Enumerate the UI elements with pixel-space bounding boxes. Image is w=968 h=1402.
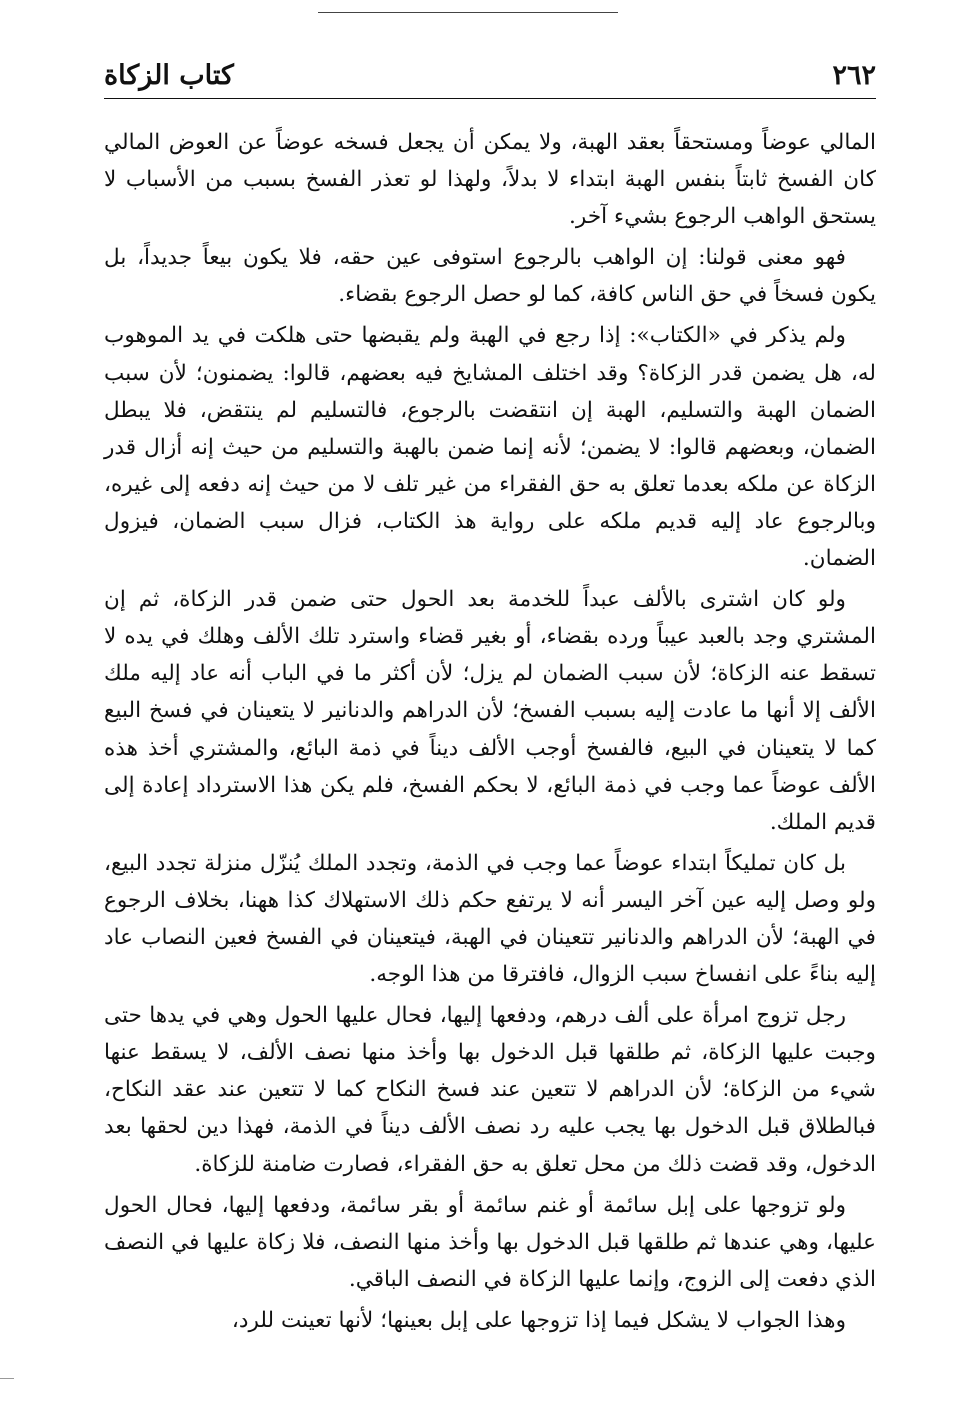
paragraph: ولم يذكر في «الكتاب»: إذا رجع في الهبة ولم يقبضها حتى هلكت في يد الموهوب له، هل يضمن قدر الزكاة؟ وقد اختلف المشايخ فيه بعضهم، قالوا: يضمنون؛ لأن سبب الضمان الهبة والتسليم، الهبة إن انتقضت بالرجوع، فالتسليم لم ينتقض، فلا يبطل الضمان، وبعضهم قالوا: لا يضمن؛ لأنه إنما ضمن بالهبة والتسليم من حيث إنه أزال قدر الزكاة عن ملكه بعدما تعلق به حق الفقراء من غير تلف لا من حيث إنه دفعه إلى غيره، وبالرجوع عاد إليه قديم ملكه على رواية هذ الكتاب، فزال سبب الضمان، فيزول الضمان.: [104, 323, 877, 572]
paragraph: المالي عوضاً ومستحقاً بعقد الهبة، ولا يمكن أن يجعل فسخه عوضاً عن العوض المالي كان الفسخ ثابتاً بنفس الهبة ابتداء لا بدلاً، ولهذا لو تعذر الفسخ بسبب من الأسباب لا يستحق الواهب الرجوع بشيء آخر.: [104, 130, 876, 230]
margin-mark: [0, 1378, 14, 1379]
paragraph: رجل تزوج امرأة على ألف درهم، ودفعها إليها، فحال عليها الحول وهي في يدها حتى وجبت عليها الزكاة، ثم طلقها قبل الدخول بها وأخذ منها نصف الألف، لا يسقط عنها شيء من الزكاة؛ لأن الدراهم لا تتعين عند فسخ النكاح كما لا تتعين عند عقد النكاح، فبالطلاق قبل الدخول بها يجب عليه رد نصف الألف ديناً في الذمة، فهذا دين لحقها بعد الدخول، وقد قضت ذلك من محل تعلق به حق الفقراء، فصارت ضامنة للزكاة.: [104, 1003, 876, 1177]
page-number: ٢٦٢: [832, 60, 876, 91]
page-header: [104, 58, 876, 99]
paragraph: فهو معنى قولنا: إن الواهب بالرجوع استوفى عين حقه، فلا يكون بيعاً جديداً، بل يكون فسخاً في حق الناس كافة، كما لو حصل الرجوع بقضاء.: [104, 245, 876, 308]
paragraph: ولو تزوجها على إبل سائمة أو غنم سائمة أو بقر سائمة، ودفعها إليها، فحال الحول عليها، وهي عندها ثم طلقها قبل الدخول بها وأخذ منها النصف، فلا زكاة عليها في النصف الذي دفعت إلى الزوج، وإنما عليها الزكاة في النصف الباقي.: [104, 1192, 876, 1292]
paragraph: وهذا الجواب لا يشكل فيما إذا تزوجها على إبل بعينها؛ لأنها تعينت للرد،: [231, 1307, 846, 1333]
paragraph: ولو كان اشترى بالألف عبداً للخدمة بعد الحول حتى ضمن قدر الزكاة، ثم إن المشتري وجد بالعبد عيباً ورده بقضاء، أو بغير قضاء واسترد تلك الألف وهلك في يده لا تسقط عنه الزكاة؛ لأن سبب الضمان لم يزل؛ لأن أكثر ما في الباب أنه عاد إليه ملك الألف إلا أنها ما عادت إليه بسبب الفسخ؛ لأن الدراهم والدنانير لا يتعينان في فسخ البيع كما لا يتعينان في البيع، فالفسخ أوجب الألف ديناً في ذمة البائع، والمشتري أخذ هذه الألف عوضاً عما وجب في ذمة البائع، لا بحكم الفسخ، فلم يكن هذا الاسترداد إعادة إلى قديم الملك.: [104, 587, 876, 835]
book-title: كتاب الزكاة: [104, 60, 234, 91]
paragraph: بل كان تمليكاً ابتداء عوضاً عما وجب في الذمة، وتجدد الملك يُنزّل منزلة تجدد البيع، ولو وصل إليه عين آخر اليسر أنه لا يرتفع حكم ذلك الاستهلاك كذا ههنا، بخلاف الرجوع في الهبة؛ لأن الدراهم والدنانير تتعينان في الهبة، فيتعينان في الفسخ فعين النصاب عاد إليه بناءً على انفساخ سبب الزوال، فافترقا من هذا الوجه.: [104, 850, 876, 988]
page-body: [104, 124, 876, 1343]
top-rule: [318, 12, 618, 13]
